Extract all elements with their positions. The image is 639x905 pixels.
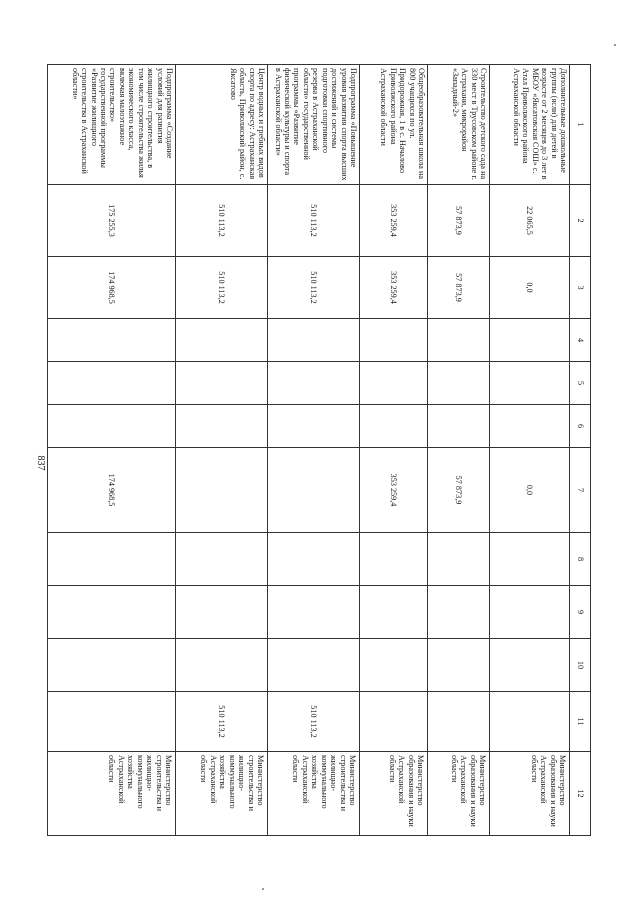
- value-cell-col-8: [428, 533, 490, 586]
- header-col-7: 7: [570, 448, 591, 533]
- table-row: [360, 65, 428, 836]
- page-number: 837: [35, 455, 46, 471]
- header-col-4: 4: [570, 319, 591, 362]
- value-cell-col-10: [360, 639, 428, 692]
- header-col-11: 11: [570, 692, 591, 752]
- header-col-9: 9: [570, 586, 591, 639]
- value-cell-col-4: [428, 319, 490, 362]
- responsible-agency-cell: Министерство строительства и жилищно-коммунального хозяйства Астраханской области: [48, 752, 176, 836]
- responsible-agency-cell: Министерство образования и науки Астраханской области: [490, 752, 570, 836]
- value-cell-col-6: [428, 405, 490, 448]
- value-cell-col-11: 510 113,2: [268, 692, 360, 752]
- header-col-2: 2: [570, 185, 591, 257]
- table-row: [48, 65, 176, 836]
- value-cell-col-7: [268, 448, 360, 533]
- header-col-3: 3: [570, 257, 591, 319]
- header-col-6: 6: [570, 405, 591, 448]
- value-cell-col-11: [428, 692, 490, 752]
- value-cell-col-10: [48, 639, 176, 692]
- project-name-cell: Дополнительные дошкольные группы (ясли) для детей в возрасте от 2 месяцев до 3 лет в МБОУ «Яксатовская СОШ» с. Атал Приволжского района Астраханской области: [490, 65, 570, 185]
- header-col-5: 5: [570, 362, 591, 405]
- project-name-cell: Подпрограмма «Создание условий для развития жилищного строительства, в том числе строительства жилья экономического класса, включая малоэтажное строительство» государственной программы «Развитие жилищного строительства в Астраханской области»: [48, 65, 176, 185]
- value-cell-col-2: 353 259,4: [360, 185, 428, 257]
- value-cell-col-9: [48, 586, 176, 639]
- value-cell-col-11: [360, 692, 428, 752]
- value-cell-col-5: [268, 362, 360, 405]
- value-cell-col-3: 510 113,2: [268, 257, 360, 319]
- value-cell-col-6: [360, 405, 428, 448]
- project-name-cell: Общеобразовательная школа на 800 учащихся по ул. Придорожная, 1 в с. Началово Приволжского района Астраханской области: [360, 65, 428, 185]
- value-cell-col-8: [490, 533, 570, 586]
- value-cell-col-7: 353 259,4: [360, 448, 428, 533]
- header-col-12: 12: [570, 752, 591, 836]
- value-cell-col-10: [428, 639, 490, 692]
- value-cell-col-8: [360, 533, 428, 586]
- table-row: [176, 65, 268, 836]
- value-cell-col-6: [176, 405, 268, 448]
- header-col-1: 1: [570, 65, 591, 185]
- value-cell-col-2: 22 065,5: [490, 185, 570, 257]
- value-cell-col-7: 0,0: [490, 448, 570, 533]
- header-col-10: 10: [570, 639, 591, 692]
- header-col-8: 8: [570, 533, 591, 586]
- value-cell-col-11: 510 113,2: [176, 692, 268, 752]
- header-row: [570, 65, 591, 836]
- value-cell-col-4: [360, 319, 428, 362]
- value-cell-col-8: [48, 533, 176, 586]
- value-cell-col-3: 353 259,4: [360, 257, 428, 319]
- value-cell-col-5: [490, 362, 570, 405]
- value-cell-col-7: [176, 448, 268, 533]
- table-row: [490, 65, 570, 836]
- value-cell-col-10: [268, 639, 360, 692]
- value-cell-col-3: 57 873,9: [428, 257, 490, 319]
- value-cell-col-5: [428, 362, 490, 405]
- value-cell-col-6: [268, 405, 360, 448]
- value-cell-col-9: [360, 586, 428, 639]
- value-cell-col-2: 57 873,9: [428, 185, 490, 257]
- responsible-agency-cell: Министерство образования и науки Астраханской области: [428, 752, 490, 836]
- value-cell-col-5: [176, 362, 268, 405]
- table-row: [268, 65, 360, 836]
- value-cell-col-2: 510 113,2: [268, 185, 360, 257]
- value-cell-col-10: [490, 639, 570, 692]
- project-name-cell: Центр водных и гребных видов спорта по адресу: Астраханская область, Приволжский район, с. Яксатово: [176, 65, 268, 185]
- value-cell-col-8: [176, 533, 268, 586]
- scan-speck: [614, 44, 616, 46]
- project-name-cell: Строительство детского сада на 330 мест в Трусовском районе г. Астрахани, микрорайон «Западный-2»: [428, 65, 490, 185]
- value-cell-col-11: [490, 692, 570, 752]
- value-cell-col-9: [490, 586, 570, 639]
- value-cell-col-2: 175 255,3: [48, 185, 176, 257]
- value-cell-col-3: 174 968,5: [48, 257, 176, 319]
- budget-table: [47, 64, 591, 836]
- value-cell-col-6: [48, 405, 176, 448]
- value-cell-col-9: [428, 586, 490, 639]
- value-cell-col-10: [176, 639, 268, 692]
- value-cell-col-3: 0,0: [490, 257, 570, 319]
- value-cell-col-8: [268, 533, 360, 586]
- value-cell-col-4: [48, 319, 176, 362]
- scan-speck: [262, 888, 264, 890]
- value-cell-col-5: [360, 362, 428, 405]
- value-cell-col-5: [48, 362, 176, 405]
- value-cell-col-2: 510 113,2: [176, 185, 268, 257]
- value-cell-col-7: 57 873,9: [428, 448, 490, 533]
- value-cell-col-4: [268, 319, 360, 362]
- value-cell-col-9: [176, 586, 268, 639]
- project-name-cell: Подпрограмма «Повышение уровня развития спорта высших достижений и системы подготовки спортивного резерва в Астраханской области» государственной программы «Развитие физической культуры и спорта в Астраханской области»: [268, 65, 360, 185]
- table-row: [428, 65, 490, 836]
- value-cell-col-6: [490, 405, 570, 448]
- value-cell-col-11: [48, 692, 176, 752]
- responsible-agency-cell: Министерство образования и науки Астраханской области: [360, 752, 428, 836]
- responsible-agency-cell: Министерство строительства и жилищно-коммунального хозяйства Астраханской области: [176, 752, 268, 836]
- rotated-table-frame: [48, 64, 591, 835]
- value-cell-col-7: 174 968,5: [48, 448, 176, 533]
- value-cell-col-9: [268, 586, 360, 639]
- responsible-agency-cell: Министерство строительства и жилищно-коммунального хозяйства Астраханской области: [268, 752, 360, 836]
- value-cell-col-4: [176, 319, 268, 362]
- value-cell-col-4: [490, 319, 570, 362]
- value-cell-col-3: 510 113,2: [176, 257, 268, 319]
